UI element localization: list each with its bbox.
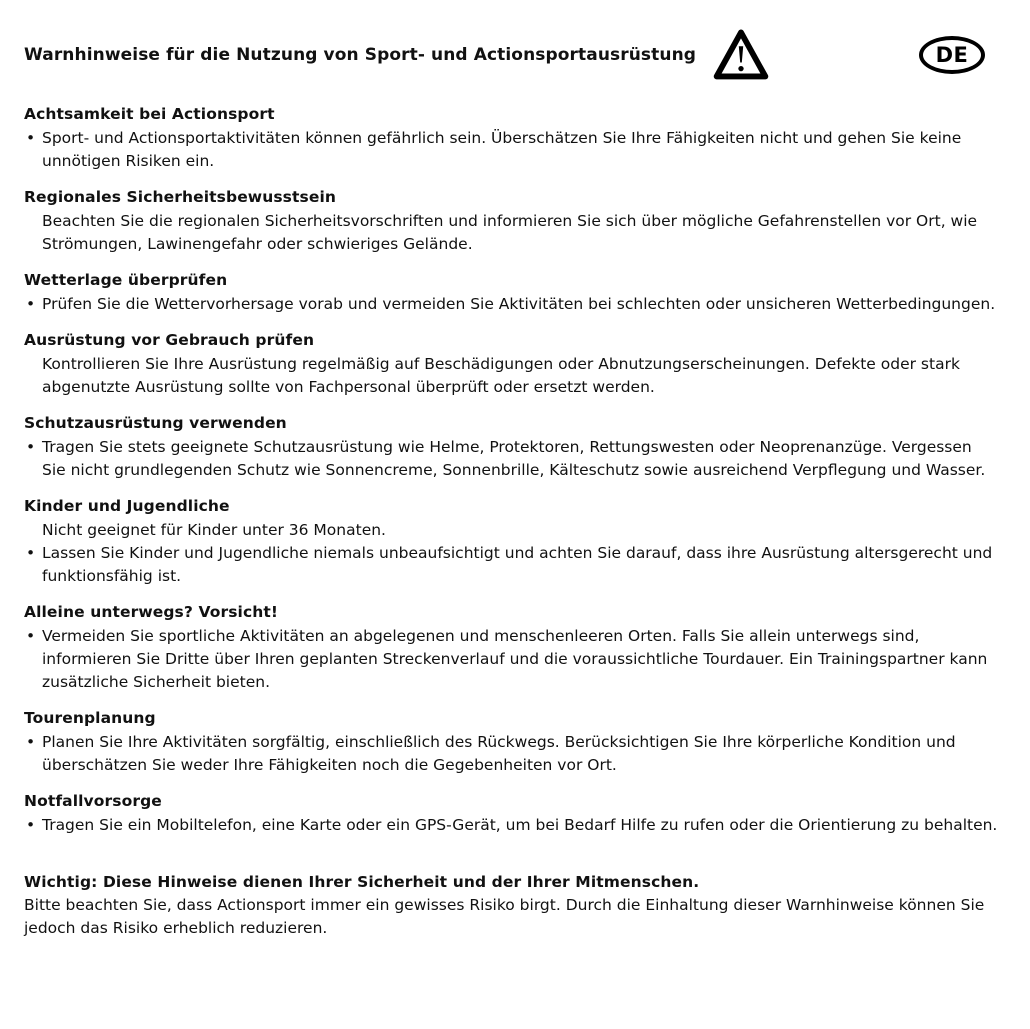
warning-section bbox=[24, 496, 1000, 588]
footer-text: Bitte beachten Sie, dass Actionsport immer ein gewisses Risiko birgt. Durch die Einhaltung dieser Warnhinweise können Sie jedoch das Risiko erheblich reduzieren. bbox=[24, 896, 985, 937]
section-item bbox=[24, 353, 1000, 399]
section-item bbox=[24, 731, 1000, 777]
warning-section bbox=[24, 413, 1000, 482]
warning-sections bbox=[24, 104, 1000, 837]
bullet-marker: • bbox=[26, 129, 36, 147]
section-item-text: Tragen Sie stets geeignete Schutzausrüstung wie Helme, Protektoren, Rettungswesten oder Neoprenanzüge. Vergessen Sie nicht grundlegenden Schutz wie Sonnencreme, Sonnenbrille, Kälteschutz sowie ausreichend Verpflegung und Wasser. bbox=[42, 438, 986, 479]
section-item-text: Kontrollieren Sie Ihre Ausrüstung regelmäßig auf Beschädigungen oder Abnutzungserscheinungen. Defekte oder stark abgenutzte Ausrüstung sollte von Fachpersonal überprüft oder ersetzt werden. bbox=[42, 355, 960, 396]
section-item bbox=[24, 814, 1000, 837]
section-item-text: Sport- und Actionsportaktivitäten können gefährlich sein. Überschätzen Sie Ihre Fähigkeiten nicht und gehen Sie keine unnötigen Risiken ein. bbox=[42, 129, 962, 170]
warning-section bbox=[24, 791, 1000, 837]
page-title: Warnhinweise für die Nutzung von Sport- und Actionsportausrüstung bbox=[24, 45, 697, 65]
language-badge bbox=[919, 36, 985, 74]
warning-section bbox=[24, 104, 1000, 173]
section-item bbox=[24, 293, 1000, 316]
section-item-text: Vermeiden Sie sportliche Aktivitäten an abgelegenen und menschenleeren Orten. Falls Sie allein unterwegs sind, informieren Sie Dritte über Ihren geplanten Streckenverlauf und die voraussichtliche Tourdauer. Ein Trainingspartner kann zusätzliche Sicherheit bieten. bbox=[42, 627, 988, 691]
section-item bbox=[24, 625, 1000, 694]
section-item bbox=[24, 436, 1000, 482]
section-item-text: Prüfen Sie die Wettervorhersage vorab und vermeiden Sie Aktivitäten bei schlechten oder unsicheren Wetterbedingungen. bbox=[42, 295, 996, 313]
bullet-marker: • bbox=[26, 733, 36, 751]
section-item bbox=[24, 519, 1000, 542]
warning-section bbox=[24, 187, 1000, 256]
warning-section bbox=[24, 330, 1000, 399]
section-item bbox=[24, 210, 1000, 256]
section-heading: Ausrüstung vor Gebrauch prüfen bbox=[24, 331, 315, 349]
section-item bbox=[24, 127, 1000, 173]
section-item-text: Beachten Sie die regionalen Sicherheitsvorschriften und informieren Sie sich über mögliche Gefahrenstellen vor Ort, wie Strömungen, Lawinengefahr oder schwieriges Gelände. bbox=[42, 212, 978, 253]
section-item-text: Planen Sie Ihre Aktivitäten sorgfältig, einschließlich des Rückwegs. Berücksichtigen Sie Ihre körperliche Kondition und überschätzen Sie weder Ihre Fähigkeiten noch die Gegebenheiten vor Ort. bbox=[42, 733, 956, 774]
section-heading: Achtsamkeit bei Actionsport bbox=[24, 105, 275, 123]
section-heading: Tourenplanung bbox=[24, 709, 156, 727]
section-heading: Wetterlage überprüfen bbox=[24, 271, 228, 289]
warning-triangle-icon bbox=[712, 27, 770, 83]
warning-section bbox=[24, 270, 1000, 316]
section-heading: Regionales Sicherheitsbewusstsein bbox=[24, 188, 337, 206]
document-footer bbox=[24, 871, 1000, 940]
section-heading: Notfallvorsorge bbox=[24, 792, 162, 810]
bullet-marker: • bbox=[26, 816, 36, 834]
bullet-marker: • bbox=[26, 438, 36, 456]
footer-heading: Wichtig: Diese Hinweise dienen Ihrer Sicherheit und der Ihrer Mitmenschen. bbox=[24, 873, 700, 891]
language-badge-label: DE bbox=[935, 43, 969, 67]
warning-section bbox=[24, 602, 1000, 694]
section-heading: Schutzausrüstung verwenden bbox=[24, 414, 287, 432]
section-item-text: Lassen Sie Kinder und Jugendliche niemals unbeaufsichtigt und achten Sie darauf, dass ihre Ausrüstung altersgerecht und funktionsfähig ist. bbox=[42, 544, 993, 585]
section-heading: Alleine unterwegs? Vorsicht! bbox=[24, 603, 279, 621]
document-header bbox=[24, 20, 1000, 90]
bullet-marker: • bbox=[26, 295, 36, 313]
section-item-text: Nicht geeignet für Kinder unter 36 Monaten. bbox=[42, 521, 386, 539]
section-heading: Kinder und Jugendliche bbox=[24, 497, 230, 515]
warning-section bbox=[24, 708, 1000, 777]
section-item bbox=[24, 542, 1000, 588]
bullet-marker: • bbox=[26, 544, 36, 562]
bullet-marker: • bbox=[26, 627, 36, 645]
section-item-text: Tragen Sie ein Mobiltelefon, eine Karte oder ein GPS-Gerät, um bei Bedarf Hilfe zu rufen oder die Orientierung zu behalten. bbox=[42, 816, 998, 834]
